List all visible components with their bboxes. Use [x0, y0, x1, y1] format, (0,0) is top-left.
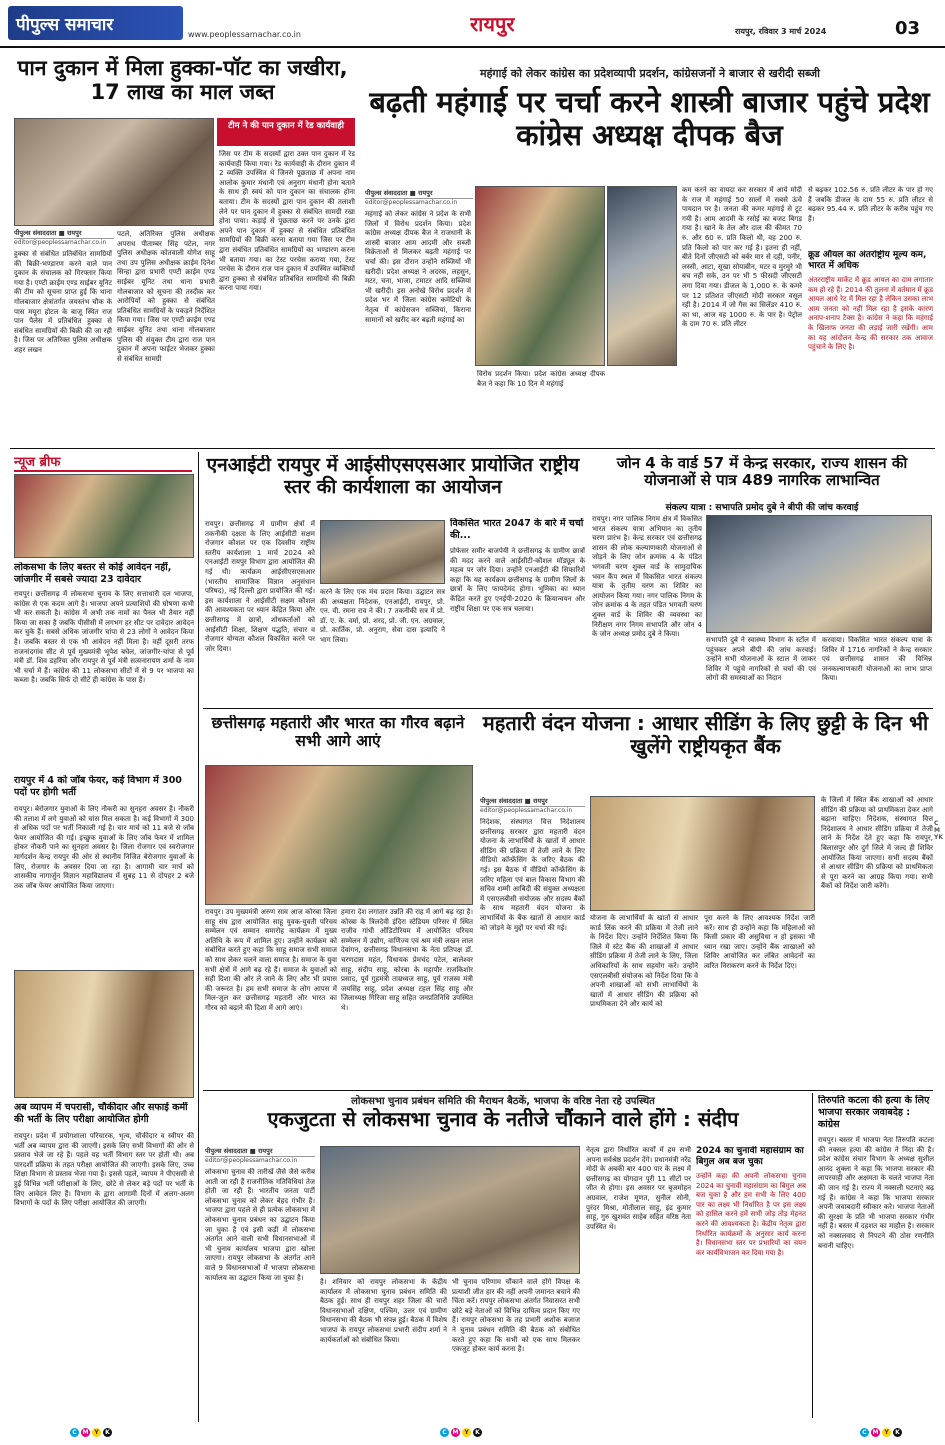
section-name: रायपुर	[470, 12, 515, 36]
cmyk-c: C	[70, 1428, 79, 1437]
logo	[8, 6, 183, 40]
divider-vert	[198, 452, 199, 1422]
cmyk-k: K	[893, 1428, 902, 1437]
loksabha-photo	[320, 1146, 580, 1274]
brief-item2-head: रायपुर में 4 को जॉब फेयर, कई विभाग में 300 पदों पर होगी भर्ती	[14, 775, 182, 798]
zone4-text: रायपुर। नगर पालिक निगम क्षेत्र में विकसित भारत संकल्प यात्रा अभियान का तृतीय चरण प्रारंभ है। केन्द्र सरकार एवं छत्तीसगढ़ शासन की लोक कल्याणकारी योजनाओं से जोड़ने के लिए जोन क्रमांक 4 के पंडित भगवती चरण शुक्ल वार्ड के सामुदायिक भवन कैंप स्थल में विकसित भारत संकल्प यात्रा के तृतीय चरण का शिविर का आयोजन किया गया। नगर पालिक निगम के जोन क्रमांक 4 के तहत पंडित भगवती चरण शुक्ल वार्ड के शिविर की व्यवस्था का निरीक्षण नगर निगम सभापति और जोन 4 के जोन अध्यक्ष प्रमोद दुबे ने किया।	[592, 515, 702, 639]
cmyk-k: K	[103, 1428, 112, 1437]
zone4-caption: सभापति दुबे ने स्वास्थ्य विभाग के स्टॉल में पहुंचकर अपने बीपी की जांच करवाई। उन्होंने सभी योजनाओं के स्टाल में जाकर शिविर में पहुंचे नागरिकों से चर्चा की एवं लोगों की समस्याओं का निदान	[706, 636, 816, 683]
congress-caption: विरोध प्रदर्शन किया। प्रदेश कांग्रेस अध्यक्ष दीपक बैज ने कहा कि 10 दिन में महंगाई	[477, 370, 605, 388]
loksabha-headline: एकजुटता से लोकसभा चुनाव के नतीजे चौंकाने वाले होंगे : संदीप	[267, 1108, 739, 1131]
congress-photo-3	[607, 186, 677, 366]
vyapam-headline: अब व्यापम में चपरासी, चौकीदार और सफाई कर्मी की भर्ती के लिए परीक्षा आयोजित होगी	[14, 1102, 188, 1125]
hookah-byline: पीपुल्स संवाददाता ■ रायपुर	[14, 228, 114, 239]
brief-item1-text: रायपुर। छत्तीसगढ़ में लोकसभा चुनाव के लिए सत्ताधारी दल भाजपा, कांग्रेस से एक कदम आगे है। भाजपा अपने प्रत्याशियों की घोषणा कभी भी कर सकती है। कांग्रेस में अभी तक नामों का पैनल भी तैयार नहीं किया जा सका है जबकि पीसीसी में लगभग हर सीट पर दावेदार आवेदन कर चुके हैं। सबसे अधिक जांजगीर चांपा से 23 लोगों ने आवेदन किया है। जबकि बस्तर से एक भी आवेदन नहीं मिला है। वहीं दूसरी तरफ राजनांदगांव सीट से पूर्व मुख्यमंत्री भूपेश बघेल, जांजगीर-चांपा से पूर्व मंत्री डॉ. शिव डहरिया और रायपुर से पूर्व मंत्री सत्यनारायण शर्मा के नाम भी चर्चा में हैं। कांग्रेस की 11 लोकसभा सीटों में से 9 पर भाजपा का कब्जा है। जबकि सिर्फ दो सीटें ही कांग्रेस के पास हैं।	[14, 590, 194, 685]
tirupati-text: रायपुर। बस्तर में भाजपा नेता तिरुपति कटला की नक्सल हत्या की कांग्रेस ने निंदा की है। प्रदेश कांग्रेस संचार विभाग के अध्यक्ष सुशील आनंद शुक्ला ने कहा कि भाजपा सरकार की लापरवाही और अक्षमता के चलते भाजपा नेता की जान गई है। राज्य में नक्सली घटनाएं बढ़ गई हैं। कांग्रेस ने कहा कि भाजपा सरकार अपनी जवाबदारी स्वीकार करे। भाजपा नेताओं की सुरक्षा के प्रति भी भाजपा सरकार गंभीर नहीं है। बस्तर में दहशत का माहौल है। सरकार को नक्सलवाद से निपटने की ठोस रणनीति बनानी चाहिए।	[818, 1136, 934, 1250]
aadhaar-col3: पूरा करने के लिए आवश्यक निर्देश जारी करें। साथ ही उन्होंने कहा कि महिलाओं को किसी प्रकार की असुविधा न हो इसका भी ध्यान रखा जाए। उन्होंने बैंक शाखाओं को शिविर आयोजित कर लंबित आवेदनों का त्वरित निराकरण करने के निर्देश दिए।	[704, 914, 815, 970]
divider-mid	[203, 708, 933, 709]
cmyk-y: Y	[462, 1428, 471, 1437]
loksabha-side-head: 2024 का चुनावी महासंग्राम का बिगुल अब बज चुका	[696, 1146, 804, 1167]
brief-photo-2	[14, 970, 194, 1098]
divider-bottom	[203, 1090, 933, 1091]
aadhaar-headline: महतारी वंदन योजना : आधार सीडिंग के लिए छुट्टी के दिन भी खुलेंगे राष्ट्रीयकृत बैंक	[482, 712, 929, 758]
crude-box-head: क्रूड ऑयल का अंतर्राष्ट्रीय मूल्य कम, भारत में अधिक	[808, 250, 927, 271]
hookah-photo	[14, 118, 214, 226]
gaurav-col1: रायपुर। उप मुख्यमंत्री अरुण साव आज कोरबा जिला साहू संघ द्वारा आयोजित साहू युवक-युवती परिचय सम्मेलन एवं सम्मान समारोह कार्यक्रम में मुख्य अतिथि के रूप में शामिल हुए। उन्होंने कार्यक्रम को संबोधित करते हुए कहा कि साहू समाज सभी समाज को साथ लेकर चलने वाला समाज है। समाज के युवा सभी क्षेत्रों में आगे बढ़ रहे हैं। समाज के युवाओं को सही दिशा की ओर ले जाने के लिए और भी प्रयास की जरूरत है। हम सभी समाज के लोग आपस में मिल-जुल कर छत्तीसगढ़ महतारी और भारत का गौरव को बढ़ाने की दिशा में आगे आएं।	[205, 908, 337, 1012]
brief-item2-text: रायपुर। बेरोजगार युवाओं के लिए नौकरी का सुनहरा अवसर है। नौकरी की तलाश में लगे युवाओं को चांस मिल सकता है। कई विभागों में 300 से अधिक पदों पर भर्ती निकाली गई है। चार मार्च को 11 बजे से जॉब फेयर आयोजित की गई। इच्छुक युवाओं के लिए जॉब फेयर में शामिल होकर नौकरी पाने का सुनहरा अवसर है। जिला रोजगार एवं स्वरोजगार मार्गदर्शन केन्द्र रायपुर की ओर से स्थानीय निजित बेरोजगार युवाओं के लिए, रोजगार के अवसर दिया जा रहा है। आगामी चार मार्च को शासकीय नागार्जुन विज्ञान महाविद्यालय में सुबह 11 से दोपहर 2 बजे तक जॉब फेयर आयोजित किया जाएगा।	[14, 805, 194, 890]
niit-side-head: विकसित भारत 2047 के बारे में चर्चा की...	[450, 518, 584, 541]
hookah-text-right: जिस पर टीम के सदस्यों द्वारा उक्त पान दुकान में रेड कार्यवाही किया गया। रेड कार्यवाही के दौरान दुकान में 2 व्यक्ति उपस्थित थे जिनसे पूछताछ में अपना नाम आलोक कुमार मंधानी एवं अनुराग मंधानी होना बताने के साथ ही स्वयं को पान दुकान का संचालक होना बताया। टीम के सदस्यों द्वारा पान दुकान की तलाशी लेने पर पान दुकान में हुक्का से संबंधित सामग्री रखा होना पाया। कड़ाई से पूछताछ करने पर उनके द्वारा अपने पान दुकान में हुक्का से संबंधित प्रतिबंधित सामग्रियों की बिक्री करना बताया गया जिस पर टीम द्वारा संबंधित प्रतिबंधित सामग्रियों का भण्डारण करना भी बताया गया। का टेस्ट परचेस कराया गया, टेस्ट परचेस के दौरान राज पान दुकान में उपस्थित व्यक्तियों द्वारा हुक्का से संबंधित प्रतिबंधित सामग्रियों की बिक्री करना पाया गया।	[219, 150, 355, 293]
cmyk-side-mark: CMYK	[934, 820, 943, 841]
cmyk-m: M	[82, 1429, 89, 1436]
gaurav-col2: हमारा देश लगातार उन्नति की राह में आगे बढ़ रहा है। कोरबा के त्रिलदेवी इंदिरा स्टेडियम परिसर में स्थित राजीव गांधी ऑडिटोरियम में आयोजित परिचय सम्मेलन में उद्योग, वाणिज्य एवं श्रम मंत्री लखन लाल देवांगन, छत्तीसगढ़ विधानसभा के नेता प्रतिपक्ष डॉ. चरणदास महंत, विधायक प्रेमचंद पटेल, बालेश्वर साहू, संदीप साहू, कोरबा के महापौर राजकिशोर प्रसाद, पूर्व गुहमंत्री ताम्रध्वज साहू, पूर्व राजस्व मंत्री जयसिंह साहू, प्रदेश अध्यक्ष टहल सिंह साहू और जिलाध्यक्ष गिरिजा साहू सहित जनप्रतिनिधि उपस्थित थे।	[341, 908, 473, 1012]
divider-top	[10, 448, 935, 449]
aadhaar-byline: पीपुल्स संवाददाता ■ रायपुर	[480, 796, 585, 807]
brief-item1-head: लोकसभा के लिए बस्तर से कोई आवेदन नहीं, जांजगीर में सबसे ज्यादा 23 दावेदार	[14, 562, 172, 585]
aadhaar-photo	[590, 796, 815, 911]
loksabha-byline: पीपुल्स संवाददाता ■ रायपुर	[205, 1146, 315, 1157]
loksabha-side-text: उन्होंने कहा की अपनी लोकसभा चुनाव 2024 का चुनावी महासंग्राम का बिगुल अब बज चुका है और हम सभी के लिए 400 पार का लक्ष्य भी निर्धारित है पर इस लक्ष्य को हासिल करने हमें सभी जोड़ तोड़ मेहनत करने की आवश्यकता है। केंद्रीय नेतृत्व द्वारा निर्धारित कार्यक्रमों के अनुसार कार्य करना है। विधानसभा स्तर पर प्रभारियों का चयन कर कार्यविभाजन कर दिया गया है।	[696, 1172, 806, 1257]
aadhaar-col2: योजना के लाभार्थियों के खातों से आधार कार्ड लिंक करने की प्रक्रिया में तेजी लाने के निर्देश दिए। उन्होंने निर्देशित किया कि जिले में स्टेट बैंक की शाखाओं में आधार सीडिंग प्रक्रिया में तेजी लाने के लिए, जिला अधिकारियों के साथ सहयोग करें। उन्होंने एसएलबीसी संयोजक को निर्देश दिया कि वे अपनी शाखाओं को सभी लाभार्थियों के खातों में आधार सीडिंग की प्रक्रिया को प्राथमिकता देने और कार्य को	[590, 914, 698, 1009]
page-number: 03	[895, 18, 921, 39]
aadhaar-col4: के जिलों में स्थित बैंक शाखाओं को आधार सीडिंग की प्रक्रिया को प्राथमिकता देकर आगे बढ़ाना चाहिए। निदेशक, संस्थागत वित्त निदेशालय ने आधार सीडिंग प्रक्रिया में तेजी लाने के निर्देश देते हुए कहा कि रायपुर, बिलासपुर और दुर्ग जिले में जल्द ही शिविर आयोजित किया जाएगा। सभी सदस्य बैंकों से आधार सीडिंग की प्रक्रिया को प्राथमिकता से पूरा करने का आग्रह किया गया। सभी बैंकों को निर्देश जारी करेंगे।	[821, 796, 933, 891]
zone4-subhead: संकल्प यात्रा : सभापति प्रमोद दुबे ने बीपी की जांच करवाई	[665, 503, 859, 513]
congress-email: editor@peoplessamachar.co.in	[365, 199, 458, 206]
brief-photo-1	[14, 474, 194, 558]
zone4-headline: जोन 4 के वार्ड 57 में केन्द्र सरकार, राज्य शासन की योजनाओं से पात्र 489 नागरिक लाभान्वित	[616, 455, 908, 490]
logo-text: पीपुल्स समाचार	[16, 15, 114, 35]
cmyk-y: Y	[92, 1428, 101, 1437]
cmyk-m: M	[452, 1429, 459, 1436]
gaurav-photo	[205, 765, 473, 905]
cmyk-m: M	[872, 1429, 879, 1436]
aadhaar-email: editor@peoplessamachar.co.in	[480, 807, 573, 814]
congress-headline: बढ़ती महंगाई पर चर्चा करने शास्त्री बाजार पहुंचे प्रदेश कांग्रेस अध्यक्ष दीपक बैज	[369, 86, 930, 153]
divider-right	[812, 1093, 813, 1418]
congress-col1: महंगाई को लेकर कांग्रेस ने प्रदेश के सभी जिलों में विरोध प्रदर्शन किया। प्रदेश कांग्रेस अध्यक्ष दीपक बैज ने राजधानी के शास्त्री बाजार आम आदमी और सब्जी विक्रेताओं से मिलकर बढ़ती महंगाई पर चर्चा की। इस दौरान उन्होंने सब्जियों भी खरीदी। प्रदेश अध्यक्ष ने अदरक, लहसुन, मटर, चना, भाजा, टमाटर आदि सब्जियां भी खरीदी। इस अनोखे विरोध प्रदर्शन में प्रदेश भर में जिला कांग्रेस कमेटियों के नेतृत्व में कांग्रेसजन सब्जियां, किराना सामानों को खरीद कर बढ़ती महंगाई का	[365, 210, 471, 324]
niit-photo	[320, 520, 445, 584]
dateline: रायपुर, रविवार 3 मार्च 2024	[735, 27, 827, 36]
niit-col3: प्रोफेसर समीर बाजपेयी ने छत्तीसगढ़ के ग्रामीण छात्रों की मदद करने वाले आईसीटी-कौशल मॉड्यूल के महत्व पर जोर दिया। उन्होंने एनआईटी की सिफारिशें कहा कि यह कार्यक्रम छत्तीसगढ़ के ग्रामीण जिलों के छात्रों के लिए फायदेमंद होगा। भूमिका का ध्यान केंद्रित करते हुए एनईपी-2020 के क्रियान्वयन और राष्ट्रीय शिक्षा पर एक सत्र चलाया।	[450, 547, 585, 613]
congress-byline: पीपुल्स संवाददाता ■ रायपुर	[365, 188, 473, 199]
congress-col3: से बढ़कर 102.56 रु. प्रति लीटर के पार हो गए हैं जबकि डीजल के दाम 55 रु. प्रति लीटर से बढ़कर 95.44 रु. प्रति लीटर के करीब पहुंच गए हैं।	[808, 186, 933, 223]
website: www.peoplessamachar.co.in	[188, 30, 301, 39]
cmyk-left	[70, 1428, 130, 1440]
hookah-email: editor@peoplessamachar.co.in	[14, 239, 107, 246]
congress-kicker: महंगाई को लेकर कांग्रेस का प्रदेशव्यापी प्रदर्शन, कांग्रेसजनों ने बाजार से खरीदी सब्जी	[480, 67, 820, 80]
cmyk-right	[860, 1428, 920, 1440]
cmyk-k: K	[473, 1428, 482, 1437]
hookah-text-left: हुक्का से संबंधित प्रतिबंधित सामग्रियों की बिक्री-भण्डारण करने वाले पान दुकान के संचालक को गिरफ्तार किया गया है। एण्टी क्राईम एण्ड साईबर यूनिट की टीम को सूचना प्राप्त हुई कि थाना गोलबाजार क्षेत्रांतर्गत जयस्तंभ चौक के पास मयूरा होटल के बाजू स्थित राज पान पैलेस में प्रतिबंधित हुक्का से संबंधित सामग्रियों की बिक्री की जा रही है। जिस पर अतिरिक्त पुलिस अधीक्षक शहर लखन	[14, 250, 112, 354]
loksabha-col2: है। शनिवार को रायपुर लोकसभा के केंद्रीय कार्यालय में लोकसभा चुनाव प्रबंधन समिति की बैठक हुई। साथ ही रायपुर शहर जिला की चारों विधानसभाओं दक्षिण, पश्चिम, उत्तर एवं ग्रामीण विधानसभा की बैठक भी संपन्न हुई। बैठक में विशेष भाजपा के रायपुर लोकसभा प्रभारी संदीप शर्मा ने कार्यकर्ताओं को संबोधित किया।	[320, 1278, 447, 1344]
cmyk-c: C	[860, 1428, 869, 1437]
niit-headline: एनआईटी रायपुर में आईसीएसएसआर प्रायोजित राष्ट्रीय स्तर की कार्यशाला का आयोजन	[206, 455, 580, 498]
loksabha-col4: नेतृत्व द्वारा निर्धारित कार्यों में हम सभी अपना सर्वश्रेष्ठ प्रदर्शन देंगे। प्रधानमंत्री नरेंद्र मोदी के अबकी बार 400 पार के लक्ष्य में छत्तीसगढ़ का योगदान पूरी 11 सीटों पर जीत से होगा। इस अवसर पर बृजमोहन अग्रवाल, राजेश मूणत, सुनील सोनी, पुरंदर मिश्रा, मोतीलाल साहू, इंद्र कुमार साहू, गुरु खुशवंत साहेब सहित वरिष्ठ नेता उपस्थित थे।	[586, 1146, 691, 1231]
loksabha-col3: भी चुनाव परिणाम चौंकाने वाले होंगे विपक्ष के प्रत्याशी जीत हार की नहीं अपनी जमानत बचाने की चिंता करें। रायपुर लोकसभा अंतर्गत निवासरत सभी छोटे बड़े नेताओं को विभिन्न दायित्व प्रदान किए गए हैं। रायपुर लोकसभा के तह प्रभारी अशोक बजाज ने चुनाव प्रबंधन समिति की बैठक को संबोधित करते हुए कहा कि सभी को एक साथ मिलकर एकजुट होकर कार्य करना है।	[452, 1278, 580, 1354]
loksabha-col1: लोकसभा चुनाव की तारीखें जैसे जैसे करीब आती जा रही हैं राजनीतिक गतिविधियां तेज होती जा रही हैं। भारतीय जनता पार्टी लोकसभा चुनाव को लेकर बेहद गंभीर है। भाजपा द्वारा पहले से ही प्रत्येक लोकसभा में लोकसभा चुनाव प्रबंधन का उद्घाटन किया जा चुका है एवं इसी कड़ी में लोकसभा अंतर्गत आने वाली सभी विधानसभाओं में भी चुनाव कार्यालय भाजपा द्वारा खोला जाएगा। रायपुर लोकसभा के अंतर्गत आने वाले 9 विधानसभाओं में भाजपा लोकसभा कार्यालय का उद्घाटन किया जा चुका है।	[205, 1168, 315, 1282]
masthead	[0, 0, 945, 48]
crude-box-text: अंतरराष्ट्रीय मार्केट में क्रूड आयल का दाम लगातार कम हो रहे हैं। 2014 की तुलना में वर्तमान में क्रूड आयल आधे रेट में मिल रहा है लेकिन उसका लाभ आम जनता को नहीं मिल रहा है इसके कारण अनाप-शनाप टैक्स है। कांग्रेस ने कहा कि महंगाई के खिलाफ जनता की लड़ाई जारी रखेंगी। आम का यह आंदोलन केन्द्र की सरकार तक आवाज पहुंचाने के लिए है।	[808, 276, 933, 352]
gaurav-headline: छत्तीसगढ़ महतारी और भारत का गौरव बढ़ाने सभी आगे आएं	[211, 715, 465, 750]
hookah-subhead: टीम ने की पान दुकान में रेड कार्यवाही	[217, 118, 355, 146]
hookah-headline: पान दुकान में मिला हुक्का-पॉट का जखीरा, 17 लाख का माल जब्त	[17, 56, 348, 105]
loksabha-kicker: लोकसभा चुनाव प्रबंधन समिति की मैराथन बैठकें, भाजपा के वरिष्ठ नेता रहे उपस्थित	[351, 1096, 655, 1107]
cmyk-c: C	[440, 1428, 449, 1437]
congress-photo	[475, 186, 605, 366]
niit-col1: रायपुर। छत्तीसगढ़ में ग्रामीण क्षेत्रों में तकनीकी दक्षता के लिए आईसीटी सक्षम रोजगार कौशल पर एक दिवसीय राष्ट्रीय स्तरीय कार्यशाला 1 मार्च 2024 को एनआईटी रायपुर विभाग द्वारा आयोजित की गई थी। कार्यक्रम आईसीएसएसआर (भारतीय सामाजिक विज्ञान अनुसंधान परिषद), नई दिल्ली द्वारा प्रायोजित की गई। इस कार्यशाला ने आईसीटी सक्षम कौशल की आवश्यकता पर ध्यान केंद्रित किया और छत्तीसगढ़ में छात्रों, शोधकर्ताओं को आईसीटी शिक्षा, शिक्षण पद्धति, संचार व रोजगार योग्यता कौशल विकसित करने पर जोर दिया।	[205, 520, 315, 653]
tirupati-headline: तिरुपति कटला की हत्या के लिए भाजपा सरकार जवाबदेह : कांग्रेस	[818, 1095, 930, 1130]
congress-col2: कम करने का वायदा कर सरकार में आये मोदी के राज में महंगाई 50 सालों में सबसे ऊंचे पायदान पर है। जनता की कमर महंगाई से टूट गयी है। आम आदमी के रसोई का बजट बिगड़ गया है। खाने के तेल और दाल की कीमत 70 रु. और 60 रु. प्रति किलो थी, वह 200 रु. प्रति किलो को पार कर गई है। इतना ही नहीं, बीते दिनों जीएसटी को बर्बर मार से दही, पनीर, लस्सी, आटा, सूखा सोयाबीन, मटर व मुरमुरे भी बच नहीं सके, उन पर भी 5 फीसदी जीएसटी लगा दिया गया। डीजल के 1,000 रु. के कमरे पर 12 प्रतिशत जीएसटी मोदी सरकार वसूल रही है। 2014 में जो गैस का सिलेंडर 410 रु. का था, आज वह 1000 रु. के पार है। पेट्रोल के दाम 70 रु. प्रति लीटर	[682, 186, 802, 329]
zone4-caption2: करवाया। विकसित भारत संकल्प यात्रा के शिविर में 1716 नागरिकों ने केन्द्र सरकार एवं छत्तीसगढ़ शासन की विभिन्न जनकल्याणकारी योजनाओं का लाभ प्राप्त किया।	[822, 636, 932, 683]
cmyk-center	[440, 1428, 500, 1440]
loksabha-email: editor@peoplessamachar.co.in	[205, 1157, 298, 1164]
cmyk-y: Y	[882, 1428, 891, 1437]
niit-col2: करने के लिए एक मंच प्रदान किया। उद्घाटन सत्र की अध्यक्षता निदेशक, एनआईटी, रायपुर, प्रो. एन. वी. रमना राव ने की। 7 तकनीकी सत्र में प्रो. डॉ. ए. के. वर्मा, प्रो. शरद, प्रो. जी. एन. अग्रवाल, प्रो. कार्तिक, प्रो. अनुराग, सेवा दास इत्यादि ने भाग लिया।	[320, 588, 445, 644]
hookah-text-mid: पटले, अतिरिक्त पुलिस अधीक्षक अपराध पीताम्बर सिंह पटेल, नगर पुलिस अधीक्षक कोतवाली योगेश साहू तथा उप पुलिस अधीक्षक क्राईम दिनेश सिन्हा द्वारा प्रभारी एण्टी क्राईम एण्ड साईबर यूनिट तथा थाना प्रभारी गोलबाजार को सूचना की तस्दीक कर आरोपियों को हुक्का से संबंधित प्रतिबंधित सामग्रियों के पकड़ने निर्देशित किया गया। जिस पर एण्टी क्राईम एण्ड साईबर यूनिट तथा थाना गोलबाजार पुलिस की संयुक्त टीम द्वारा राज पान दुकान में अपना फाईटर भेजकर हुक्का से संबंधित सामग्री	[117, 230, 215, 363]
vyapam-text: रायपुर। प्रदेश में प्रयोगशाला परिचारक, भृत्य, चौकीदार व स्वीपर की भर्ती अब व्यापम द्वारा की जाएगी। इसके लिए सभी विभागों की ओर से प्रस्ताव भेजे जा रहे हैं। पहले यह भर्ती विभाग स्तर पर होती थी। अब पारदर्शी प्रक्रिया के तहत परीक्षा आयोजित की जाएगी। इसके लिए, उच्च शिक्षा विभाग से प्रस्ताव भेजा गया है। इससे पहले, व्यापम ने पीएससी से हुई विभिन्न भर्ती परीक्षाओं के लिए, छोटे से लेकर बड़े पदों पर भर्ती के लिए आवेदन लिए हैं। विभाग के द्वारा आगामी दिनों में अलग-अलग विभागों के पदों के लिए परीक्षा आयोजित की जाएगी।	[14, 1132, 194, 1208]
aadhaar-col1: निदेशक, संस्थागत वित्त निदेशालय छत्तीसगढ़ सरकार द्वारा महतारी वंदन योजना के लाभार्थियों के खातों में आधार सीडिंग की प्रक्रिया में तेजी लाने के लिए वीडियो कॉन्फ्रेंसिंग के जरिए बैठक की गई। इस बैठक में वीडियो कॉन्फ्रेंसिंग के जरिए महिला एवं बाल विकास विभाग की सचिव शम्मी आबिदी की संयुक्त अध्यक्षता में एसएलबीसी संयोजक और सदस्य बैंकों के साथ महतारी वंदन योजना के लाभार्थियों के बैंक खातों से आधार कार्ड को जोड़ने के मुद्दों पर चर्चा की गई।	[480, 818, 585, 932]
zone4-photo	[706, 515, 932, 633]
news-brief-label: न्यूज ब्रीफ	[14, 452, 192, 472]
